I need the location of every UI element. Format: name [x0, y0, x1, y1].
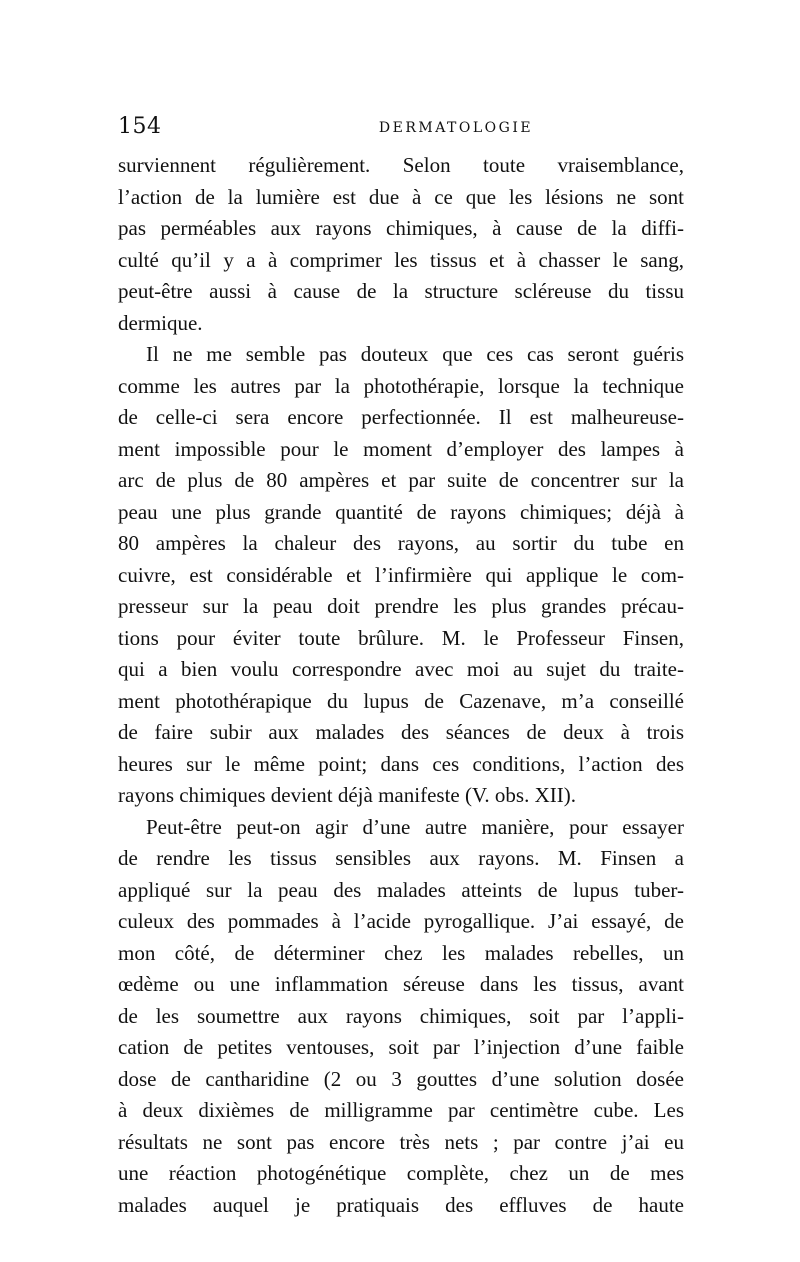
text-line: peut-être aussi à cause de la structure scléreuse du tissu — [118, 279, 684, 303]
text-line: l’action de la lumière est due à ce que les lésions ne sont — [118, 184, 684, 209]
text-line: peau une plus grande quantité de rayons chimiques; déjà à — [118, 499, 684, 524]
text-line: heures sur le même point; dans ces conditions, l’action des — [118, 751, 684, 776]
text-line: malades auquel je pratiquais des effluves de haute — [118, 1192, 684, 1217]
text-line: mon côté, de déterminer chez les malades rebelles, un — [118, 940, 684, 965]
text-line: 80 ampères la chaleur des rayons, au sortir du tube en — [118, 531, 684, 555]
text-line: résultats ne sont pas encore très nets ; par contre j’ai eu — [118, 1129, 684, 1154]
text-line: Peut-être peut-on agir d’une autre manière, pour essayer — [146, 814, 684, 839]
text-line: cation de petites ventouses, soit par l’injection d’une faible — [118, 1035, 684, 1059]
text-line: Il ne me semble pas douteux que ces cas seront guéris — [146, 342, 684, 366]
text-line: œdème ou une inflammation séreuse dans les tissus, avant — [118, 972, 684, 996]
text-line: qui a bien voulu correspondre avec moi au sujet du traite- — [118, 657, 684, 681]
running-title: DERMATOLOGIE — [378, 120, 534, 136]
text-line: une réaction photogénétique complète, chez un de mes — [118, 1161, 684, 1185]
body-text — [118, 150, 684, 1221]
text-line: dermique. — [118, 310, 203, 335]
text-line: rayons chimiques devient déjà manifeste (V. obs. XII). — [118, 783, 576, 807]
text-line: de celle-ci sera encore perfectionnée. Il est malheureuse- — [118, 405, 684, 429]
running-head — [118, 112, 684, 142]
text-line: de faire subir aux malades des séances de deux à trois — [118, 720, 684, 744]
text-line: tions pour éviter toute brûlure. M. le Professeur Finsen, — [118, 625, 684, 650]
text-line: arc de plus de 80 ampères et par suite de concentrer sur la — [118, 468, 684, 492]
text-line: presseur sur la peau doit prendre les plus grandes précau- — [118, 594, 684, 618]
text-line: dose de cantharidine (2 ou 3 gouttes d’une solution dosée — [118, 1066, 684, 1091]
text-line: ment impossible pour le moment d’employer des lampes à — [118, 436, 684, 461]
text-line: appliqué sur la peau des malades atteints de lupus tuber- — [118, 877, 684, 902]
text-line: à deux dixièmes de milligramme par centimètre cube. Les — [118, 1098, 684, 1122]
text-line: pas perméables aux rayons chimiques, à cause de la diffi- — [118, 216, 684, 240]
text-line: ment photothérapique du lupus de Cazenave, m’a conseillé — [118, 688, 684, 713]
text-line: de rendre les tissus sensibles aux rayons. M. Finsen a — [118, 846, 684, 870]
text-line: surviennent régulièrement. Selon toute vraisemblance, — [118, 153, 684, 177]
text-line: culté qu’il y a à comprimer les tissus et à chasser le sang, — [118, 247, 684, 272]
text-line: culeux des pommades à l’acide pyrogallique. J’ai essayé, de — [118, 909, 684, 933]
text-line: cuivre, est considérable et l’infirmière qui applique le com- — [118, 562, 684, 587]
text-line: comme les autres par la photothérapie, lorsque la technique — [118, 373, 684, 398]
page-number: 154 — [118, 114, 162, 139]
text-line: de les soumettre aux rayons chimiques, soit par l’appli- — [118, 1003, 684, 1028]
